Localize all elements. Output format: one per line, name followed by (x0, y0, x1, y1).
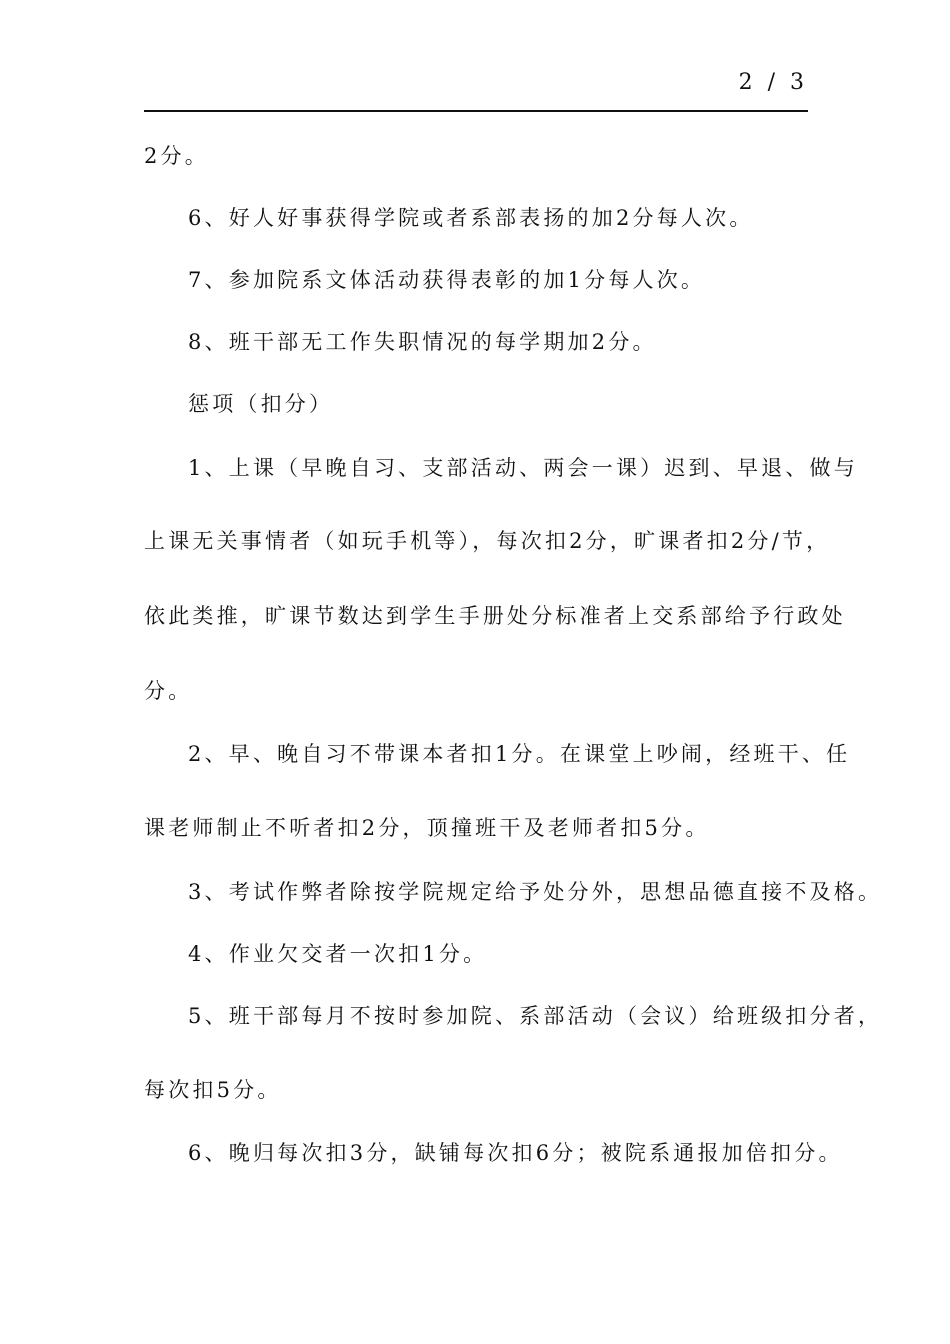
text-line: 上课无关事情者（如玩手机等），每次扣2分，旷课者扣2分/节， (144, 529, 831, 553)
text-line: 1、上课（早晚自习、支部活动、两会一课）迟到、早退、做与 (188, 456, 858, 480)
page-number: 2 / 3 (738, 70, 808, 95)
text-line: 分。 (144, 679, 193, 703)
header-rule (144, 110, 808, 112)
text-line: 每次扣5分。 (144, 1078, 282, 1102)
text-line: 2分。 (144, 144, 209, 168)
text-line: 3、考试作弊者除按学院规定给予处分外，思想品德直接不及格。 (188, 880, 883, 904)
text-line: 4、作业欠交者一次扣1分。 (188, 942, 488, 966)
text-line: 课老师制止不听者扣2分，顶撞班干及老师者扣5分。 (144, 816, 710, 840)
text-line: 8、班干部无工作失职情况的每学期加2分。 (188, 330, 657, 354)
text-line: 6、晚归每次扣3分，缺铺每次扣6分；被院系通报加倍扣分。 (188, 1141, 843, 1165)
text-line: 7、参加院系文体活动获得表彰的加1分每人次。 (188, 268, 706, 292)
text-line: 依此类推，旷课节数达到学生手册处分标准者上交系部给予行政处 (144, 604, 846, 628)
section-heading: 惩项（扣分） (188, 392, 334, 416)
text-line: 2、早、晚自习不带课本者扣1分。在课堂上吵闹，经班干、任 (188, 742, 851, 766)
text-line: 5、班干部每月不按时参加院、系部活动（会议）给班级扣分者， (188, 1004, 883, 1028)
text-line: 6、好人好事获得学院或者系部表扬的加2分每人次。 (188, 206, 754, 230)
